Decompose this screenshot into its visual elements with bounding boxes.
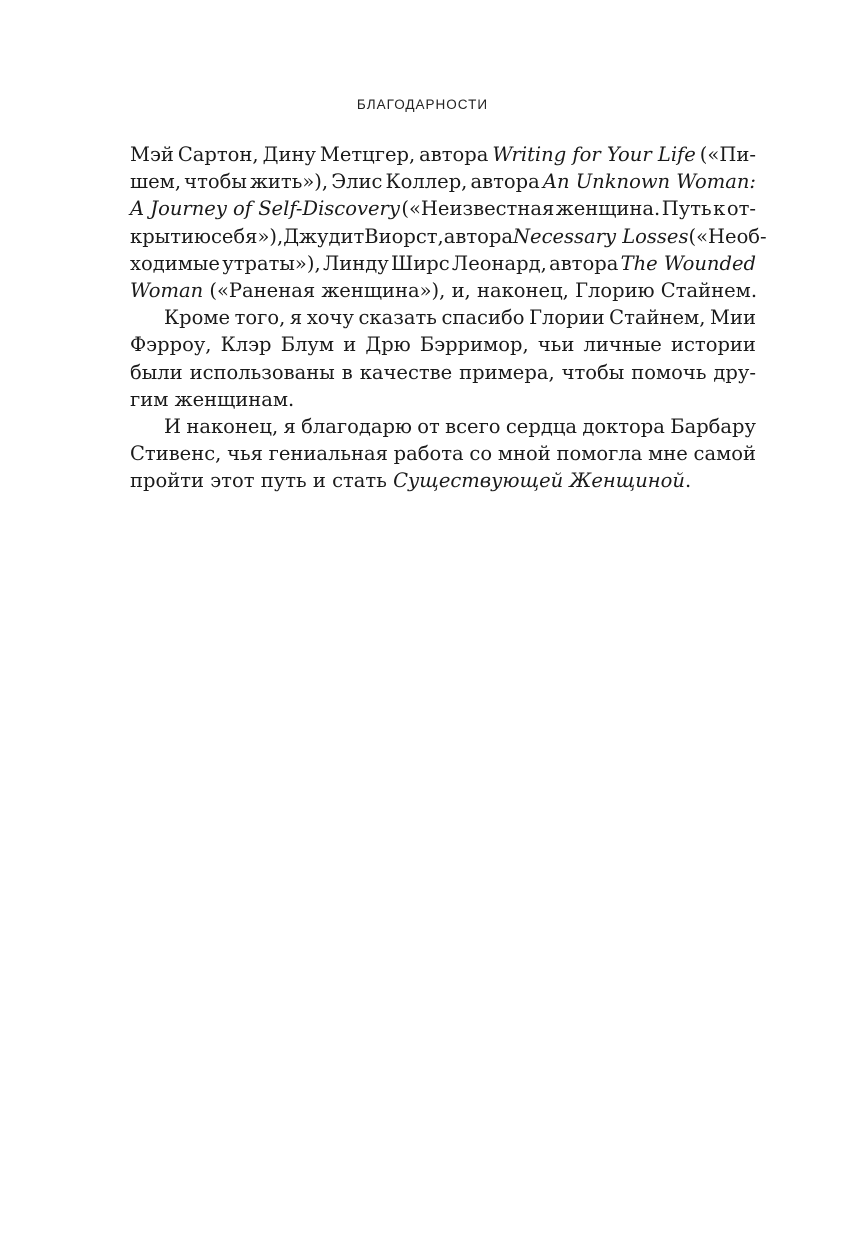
word: Коллер, (385, 170, 468, 194)
word: крытию (130, 224, 211, 248)
word: самой (693, 442, 756, 466)
word: Стайнем. (660, 278, 758, 302)
word: я (289, 306, 303, 330)
word: того, (234, 306, 286, 330)
word: себя»), (210, 224, 284, 248)
word: работа (393, 442, 464, 466)
text-line (130, 467, 756, 494)
word: Бэрримор, (419, 333, 529, 357)
text-line (130, 413, 756, 440)
word: жить»), (249, 170, 329, 194)
word: Блум (280, 333, 335, 357)
word: Глории (529, 306, 605, 330)
word: к (713, 197, 726, 221)
word: Путь (661, 197, 712, 221)
word: от- (726, 197, 756, 221)
word: шем, (130, 170, 182, 194)
word: Дрю (365, 333, 411, 357)
word: гим (130, 387, 169, 411)
word: и, (451, 278, 471, 302)
word: автора (419, 143, 489, 166)
word: Клэр (220, 333, 272, 357)
word: от (417, 414, 440, 438)
word: и (312, 469, 326, 493)
text-line (130, 141, 756, 168)
word: сердца (505, 414, 577, 438)
word: Кроме (164, 306, 231, 330)
word: личные (583, 333, 662, 357)
word: дру- (713, 360, 756, 384)
word: ходимые (130, 251, 220, 275)
italic-title: Существующей Женщиной (393, 469, 685, 493)
word: Мэй (130, 143, 174, 166)
word: автора (549, 251, 619, 275)
text-line (130, 223, 767, 250)
word: и (343, 333, 357, 357)
word: мной (497, 442, 551, 466)
word: И (164, 414, 182, 438)
word: чтобы (184, 170, 247, 194)
text-line (130, 277, 756, 304)
word: помогла (556, 442, 643, 466)
word: («Раненая (209, 278, 316, 302)
word: всего (445, 414, 501, 438)
word: чьи (537, 333, 575, 357)
italic-title: An Unknown Woman: (542, 170, 756, 194)
word: были (130, 360, 183, 384)
word: в (341, 360, 353, 384)
word: стать (332, 469, 387, 493)
word: утраты»), (222, 251, 321, 275)
word: Элис (331, 170, 383, 194)
word: Метцгер, (319, 143, 416, 166)
word: наконец, (477, 278, 569, 302)
word: Виорст, (364, 224, 444, 248)
text-line (130, 359, 756, 386)
text-line (130, 168, 756, 195)
word: Глорию (575, 278, 655, 302)
word: Стивенс, (130, 442, 222, 466)
italic-title: Necessary Losses (512, 224, 689, 248)
word: я (283, 414, 296, 438)
word: . (684, 469, 692, 493)
word: спасибо (441, 306, 525, 330)
text-line (130, 331, 756, 358)
text-line (130, 195, 756, 222)
word: («Неизвестная (401, 197, 555, 221)
word: Линду (322, 251, 389, 275)
word: Дину (262, 143, 316, 166)
word: Джудит (283, 224, 365, 248)
word: («Пи- (699, 143, 756, 166)
paragraph (130, 413, 756, 495)
word: Стайнем, (609, 306, 706, 330)
word: истории (671, 333, 756, 357)
word: наконец, (186, 414, 279, 438)
word: женщинам. (174, 387, 295, 411)
word: женщина»), (321, 278, 446, 302)
italic-title: Woman (130, 278, 204, 302)
word: Сартон, (177, 143, 259, 166)
word: женщина. (555, 197, 661, 221)
word: чья (227, 442, 263, 466)
word: пройти (130, 469, 205, 493)
word: сказать (358, 306, 437, 330)
word: помочь (631, 360, 707, 384)
italic-title: A Journey of Self-Discovery (130, 197, 400, 221)
word: автора (443, 224, 513, 248)
text-line (130, 440, 756, 467)
italic-title: The Wounded (620, 251, 756, 275)
word: гениальная (268, 442, 388, 466)
word: Фэрроу, (130, 333, 212, 357)
word: примера, (459, 360, 555, 384)
word: качестве (359, 360, 453, 384)
body-text (130, 141, 767, 494)
text-line (130, 250, 756, 277)
word: автора (470, 170, 540, 194)
italic-title: Writing for Your Life (492, 143, 696, 166)
word: путь (260, 469, 307, 493)
text-line (130, 386, 756, 413)
word: Барбару (670, 414, 756, 438)
text-line (130, 304, 756, 331)
paragraph (130, 304, 756, 413)
word: доктора (582, 414, 665, 438)
word: мне (648, 442, 688, 466)
word: Леонард, (451, 251, 547, 275)
word: («Необ- (688, 224, 767, 248)
word: благодарю (301, 414, 412, 438)
word: Мии (710, 306, 756, 330)
word: чтобы (561, 360, 625, 384)
word: хочу (306, 306, 354, 330)
word: этот (210, 469, 255, 493)
word: со (469, 442, 493, 466)
running-head-title: БЛАГОДАРНОСТИ (356, 97, 489, 112)
paragraph (130, 141, 767, 304)
word: Ширс (390, 251, 450, 275)
word: использованы (189, 360, 335, 384)
